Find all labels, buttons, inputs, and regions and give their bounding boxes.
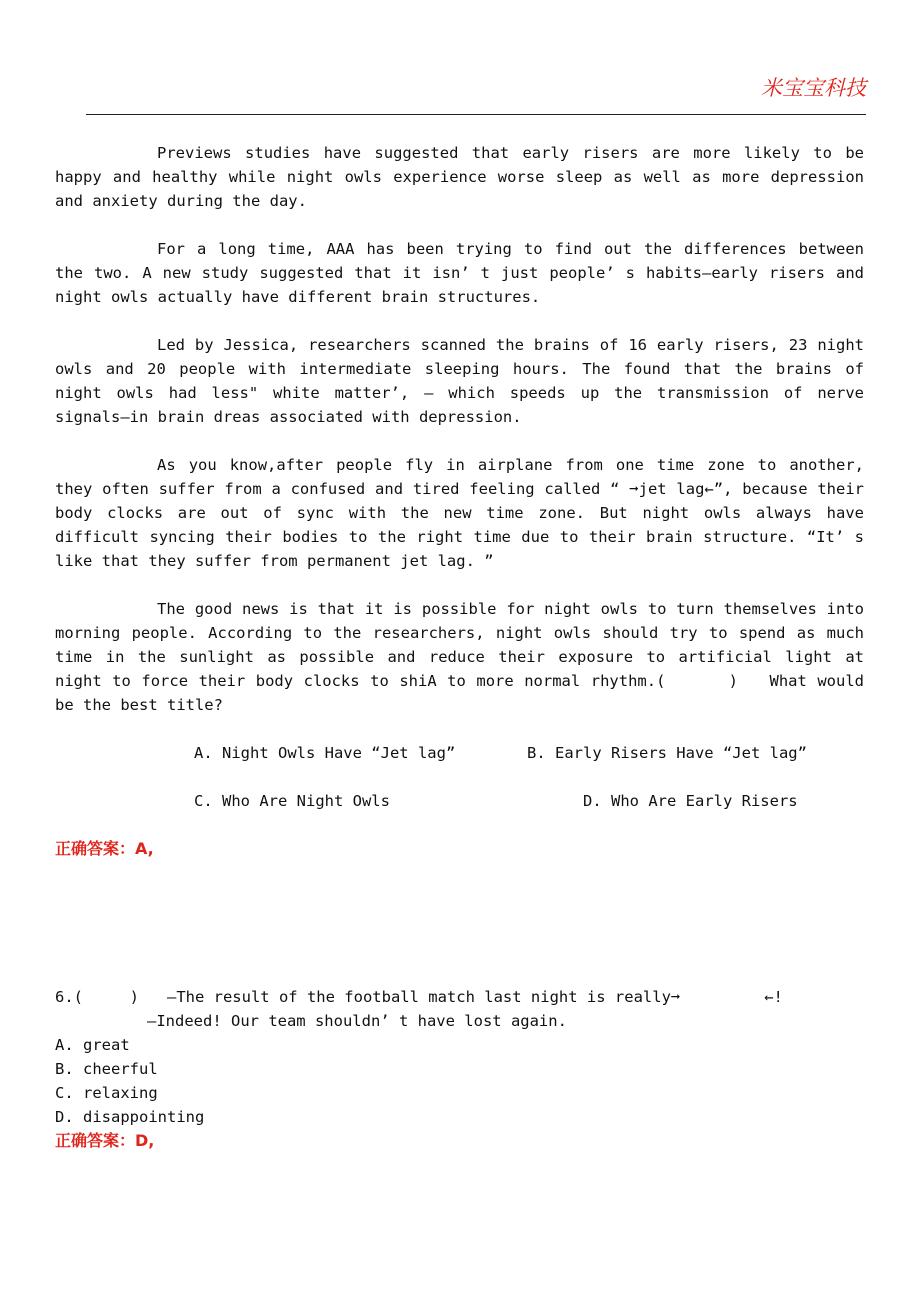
passage-paragraph: The good news is that it is possible for night owls to turn themselves into morning people. According to the researchers, night owls should try to spend as much time in the sunlight as possible and reduce their exposure to artificial light at night to force their body clocks to shiA to more normal rhythm.( ) What would be the best title? — [55, 600, 874, 714]
options-row — [55, 741, 864, 765]
option-c: C. Who Are Night Owls — [194, 792, 390, 810]
question-6 — [55, 985, 864, 1153]
brand-logo-text: 米宝宝科技 — [761, 76, 866, 100]
question-5-passage — [55, 141, 874, 861]
question-6-answer: 正确答案：D, — [55, 1131, 155, 1150]
passage-paragraph: As you know,after people fly in airplane from one time zone to another, they often suffer from a confused and tired feeling called “ ➞jet lag←”, because their body clocks are out of sync with the new time zone. But night owls always have difficult syncing their bodies to the right time due to their brain structure. “It’ s like that they suffer from permanent jet lag. ” — [55, 456, 874, 570]
passage-paragraph: For a long time, AAA has been trying to find out the differences between the two. A new study suggested that it isn’ t just people’ s habits—early risers and night owls actually have different brain structures. — [55, 240, 874, 306]
header-divider — [86, 114, 866, 115]
question-5-options — [55, 741, 864, 813]
option-a: A. great — [55, 1036, 130, 1054]
question-6-stem: 6.( ) —The result of the football match last night is really➞ ←! — [55, 988, 783, 1006]
option-b: B. Early Risers Have “Jet lag” — [527, 744, 807, 762]
passage-paragraph: Previews studies have suggested that early risers are more likely to be happy and healthy while night owls experience worse sleep as well as more depression and anxiety during the day. — [55, 144, 874, 210]
option-d: D. disappointing — [55, 1108, 205, 1126]
options-row — [55, 789, 864, 813]
passage-paragraph: Led by Jessica, researchers scanned the brains of 16 early risers, 23 night owls and 20 people with intermediate sleeping hours. The found that the brains of night owls had less" white matter’, — which speeds up the transmission of nerve signals—in brain dreas associated with depression. — [55, 336, 874, 426]
question-5-answer: 正确答案：A, — [55, 839, 154, 858]
option-c: C. relaxing — [55, 1084, 158, 1102]
option-d: D. Who Are Early Risers — [583, 792, 798, 810]
option-a: A. Night Owls Have “Jet lag” — [194, 744, 456, 762]
option-b: B. cheerful — [55, 1060, 158, 1078]
question-6-response: —Indeed! Our team shouldn’ t have lost again. — [147, 1012, 567, 1030]
